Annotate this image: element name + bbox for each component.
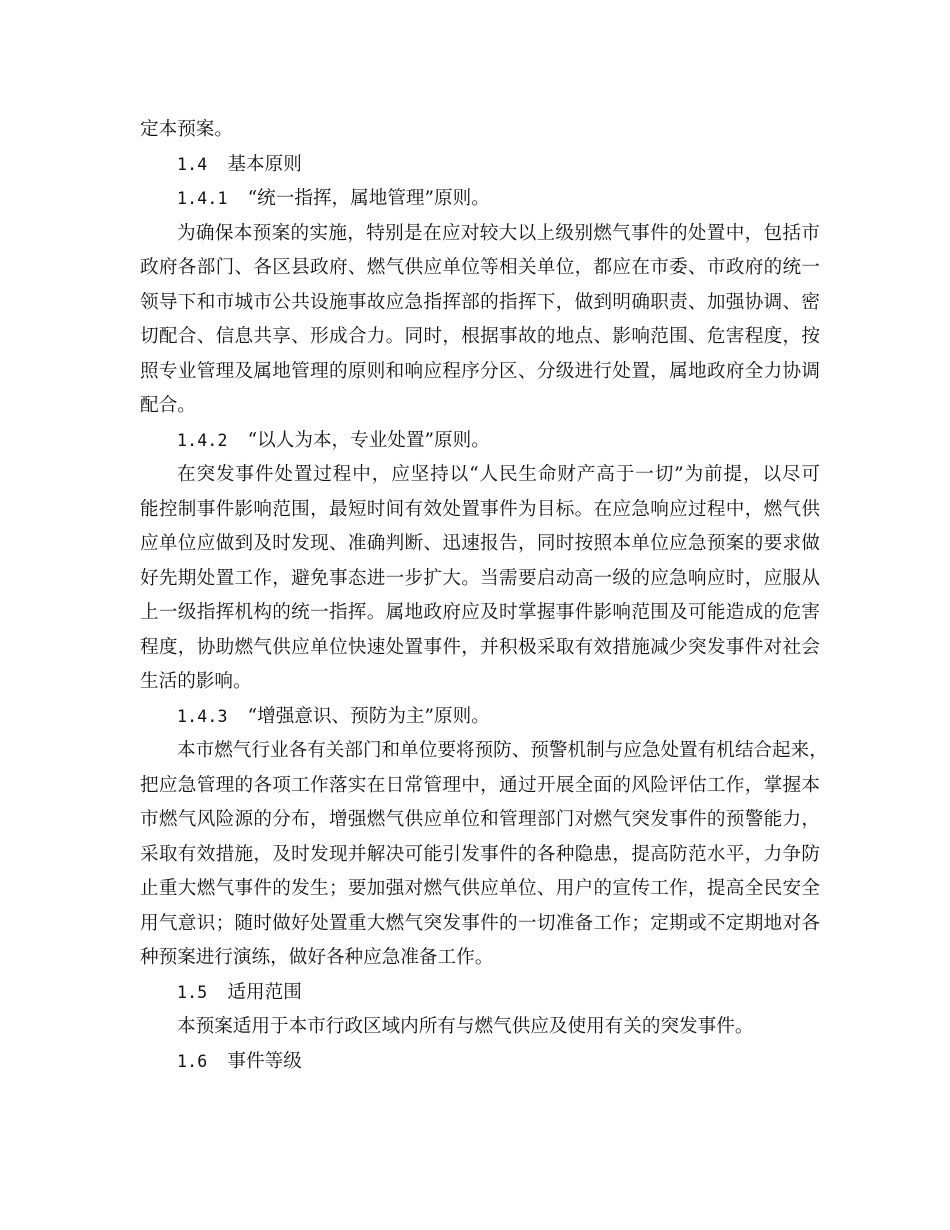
section-heading — [140, 700, 820, 735]
section-title: “统一指挥，属地管理”原则。 — [247, 188, 490, 209]
paragraph-line: 本市燃气行业各有关部门和单位要将预防、预警机制与应急处置有机结合起来， — [177, 740, 828, 761]
paragraph-line: 程度，协助燃气供应单位快速处置事件，并积极采取有效措施减少突发事件对社会 — [140, 636, 820, 658]
section-heading — [140, 148, 820, 183]
section-heading — [140, 424, 820, 459]
paragraph-line: 领导下和市城市公共设施事故应急指挥部的指挥下，做到明确职责、加强协调、密 — [140, 291, 820, 313]
section-title: 事件等级 — [227, 1050, 302, 1072]
paragraph-line: 应单位应做到及时发现、准确判断、迅速报告，同时按照本单位应急预案的要求做 — [140, 533, 820, 554]
paragraph-line: 止重大燃气事件的发生；要加强对燃气供应单位、用户的宣传工作，提高全民安全 — [140, 878, 820, 899]
paragraph-line: 生活的影响。 — [140, 671, 252, 692]
section-title: “以人为本，专业处置”原则。 — [247, 429, 490, 451]
paragraph-line: 配合。 — [140, 395, 196, 416]
paragraph-line: 为确保本预案的实施，特别是在应对较大以上级别燃气事件的处置中，包括市 — [177, 222, 820, 244]
section-number: 1.4.2 — [177, 430, 228, 450]
paragraph-line: 政府各部门、各区县政府、燃气供应单位等相关单位，都应在市委、市政府的统一 — [140, 257, 820, 278]
section-heading — [140, 1045, 820, 1080]
section-heading — [140, 976, 820, 1011]
section-number: 1.5 — [177, 982, 208, 1002]
paragraph-line: 好先期处置工作，避免事态进一步扩大。当需要启动高一级的应急响应时，应服从 — [140, 567, 820, 589]
paragraph-line: 切配合、信息共享、形成合力。同时，根据事故的地点、影响范围、危害程度，按 — [140, 326, 820, 347]
paragraph-line: 用气意识；随时做好处置重大燃气突发事件的一切准备工作；定期或不定期地对各 — [140, 912, 820, 934]
section-number: 1.4.3 — [177, 706, 228, 726]
paragraph-line: 市燃气风险源的分布，增强燃气供应单位和管理部门对燃气突发事件的预警能力， — [140, 809, 820, 830]
section-heading — [140, 182, 820, 217]
paragraph-line: 定本预案。 — [140, 119, 233, 140]
section-number: 1.6 — [177, 1051, 208, 1071]
section-number: 1.4.1 — [177, 189, 228, 208]
paragraph-line: 本预案适用于本市行政区域内所有与燃气供应及使用有关的突发事件。 — [177, 1016, 754, 1037]
section-title: 基本原则 — [227, 153, 302, 175]
paragraph-line: 能控制事件影响范围，最短时间有效处置事件为目标。在应急响应过程中，燃气供 — [140, 498, 820, 520]
paragraph-line: 把应急管理的各项工作落实在日常管理中，通过开展全面的风险评估工作，掌握本 — [140, 774, 820, 796]
section-number: 1.4 — [177, 154, 208, 174]
paragraph-line: 照专业管理及属地管理的原则和响应程序分区、分级进行处置，属地政府全力协调 — [140, 360, 820, 382]
paragraph-line: 种预案进行演练，做好各种应急准备工作。 — [140, 947, 494, 968]
document-body — [140, 113, 828, 1079]
section-title: 适用范围 — [227, 981, 302, 1003]
section-title: “增强意识、预防为主”原则。 — [247, 705, 490, 727]
paragraph-line: 在突发事件处置过程中，应坚持以“人民生命财产高于一切”为前提，以尽可 — [177, 464, 820, 485]
paragraph-line: 上一级指挥机构的统一指挥。属地政府应及时掌握事件影响范围及可能造成的危害 — [140, 602, 820, 623]
paragraph-line: 采取有效措施，及时发现并解决可能引发事件的各种隐患，提高防范水平，力争防 — [140, 843, 820, 865]
